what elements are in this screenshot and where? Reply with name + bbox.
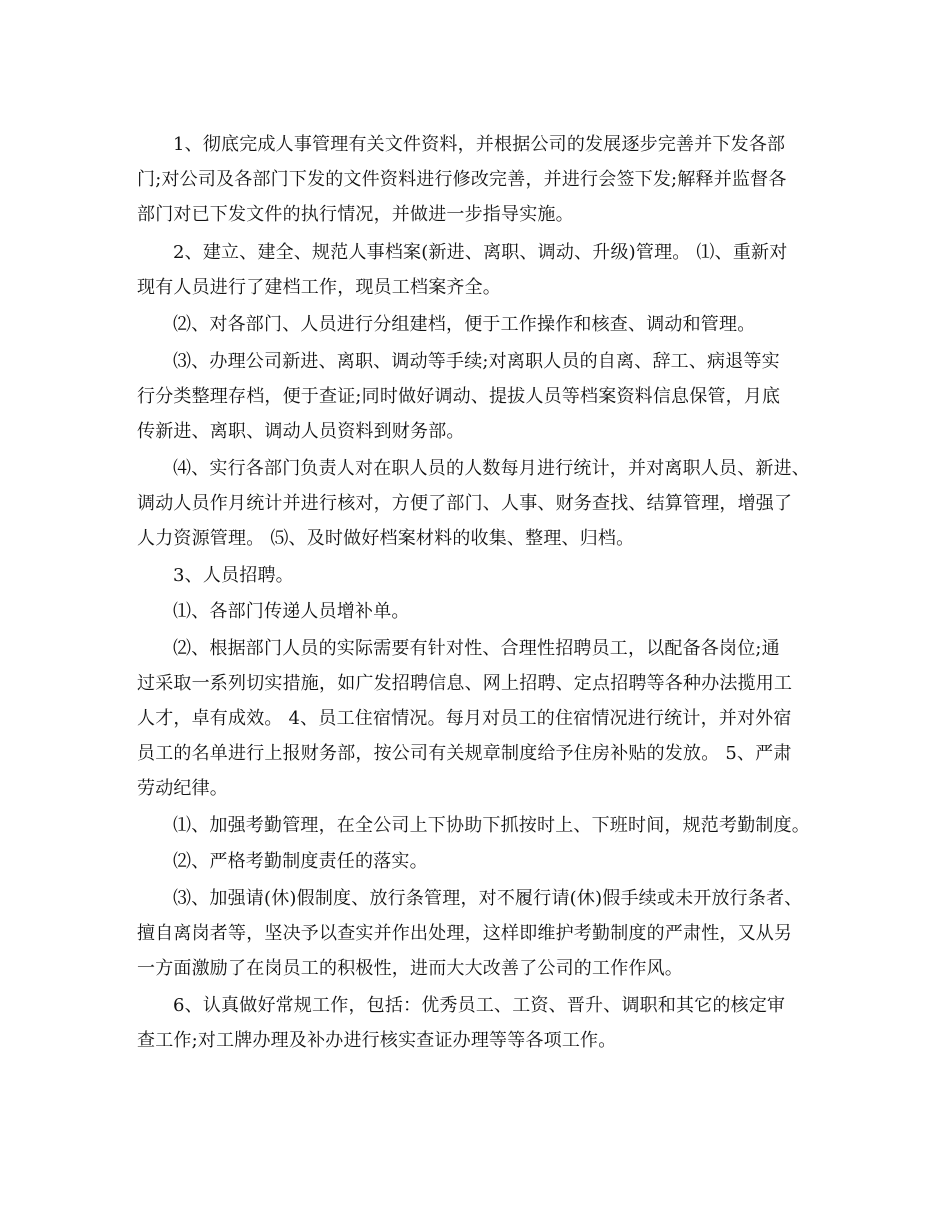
text-line: 2、建立、建全、规范人事档案(新进、离职、调动、升级)管理。 ⑴、重新对 — [173, 242, 788, 263]
text-line: 传新进、离职、调动人员资料到财务部。 — [137, 421, 465, 442]
text-line: ⑵、严格考勤制度责任的落实。 — [173, 851, 428, 872]
text-line: 查工作;对工牌办理及补办进行核实查证办理等等各项工作。 — [137, 1030, 617, 1051]
text-line: 人才，卓有成效。 4、员工住宿情况。每月对员工的住宿情况进行统计，并对外宿 — [137, 708, 792, 729]
text-line: ⑷、实行各部门负责人对在职人员的人数每月进行统计，并对离职人员、新进、 — [173, 458, 810, 479]
text-line: 员工的名单进行上报财务部，按公司有关规章制度给予住房补贴的发放。 5、严肃 — [137, 743, 792, 764]
text-line: 现有人员进行了建档工作，现员工档案齐全。 — [137, 277, 501, 298]
text-line: 擅自离岗者等，坚决予以查实并作出处理，这样即维护考勤制度的严肃性，又从另 — [137, 923, 793, 944]
text-line: ⑶、办理公司新进、离职、调动等手续;对离职人员的自离、辞工、病退等实 — [173, 351, 780, 372]
text-line: 3、人员招聘。 — [173, 565, 294, 586]
text-line: 部门对已下发文件的执行情况，并做进一步指导实施。 — [137, 204, 574, 225]
text-line: ⑶、加强请(休)假制度、放行条管理，对不履行请(休)假手续或未开放行条者、 — [173, 888, 803, 909]
text-line: 人力资源管理。 ⑸、及时做好档案材料的收集、整理、归档。 — [137, 528, 635, 549]
text-line: ⑴、各部门传递人员增补单。 — [173, 601, 410, 622]
text-line: 调动人员作月统计并进行核对，方便了部门、人事、财务查找、结算管理，增强了 — [137, 493, 793, 514]
text-line: 行分类整理存档，便于查证;同时做好调动、提拔人员等档案资料信息保管，月底 — [137, 386, 781, 407]
text-line: ⑵、对各部门、人员进行分组建档，便于工作操作和核查、调动和管理。 — [173, 314, 756, 335]
text-line: 6、认真做好常规工作，包括：优秀员工、工资、晋升、调职和其它的核定审 — [173, 995, 786, 1016]
text-line: 劳动纪律。 — [137, 778, 228, 799]
text-line: 1、彻底完成人事管理有关文件资料，并根据公司的发展逐步完善并下发各部 — [173, 134, 786, 155]
text-line: 一方面激励了在岗员工的积极性，进而大大改善了公司的工作作风。 — [137, 958, 683, 979]
text-line: ⑴、加强考勤管理，在全公司上下协助下抓按时上、下班时间，规范考勤制度。 — [173, 815, 810, 836]
text-line: ⑵、根据部门人员的实际需要有针对性、合理性招聘员工，以配备各岗位;通 — [173, 638, 780, 659]
text-line: 过采取一系列切实措施，如广发招聘信息、网上招聘、定点招聘等各种办法揽用工 — [137, 673, 793, 694]
text-line: 门;对公司及各部门下发的文件资料进行修改完善，并进行会签下发;解释并监督各 — [137, 169, 787, 190]
